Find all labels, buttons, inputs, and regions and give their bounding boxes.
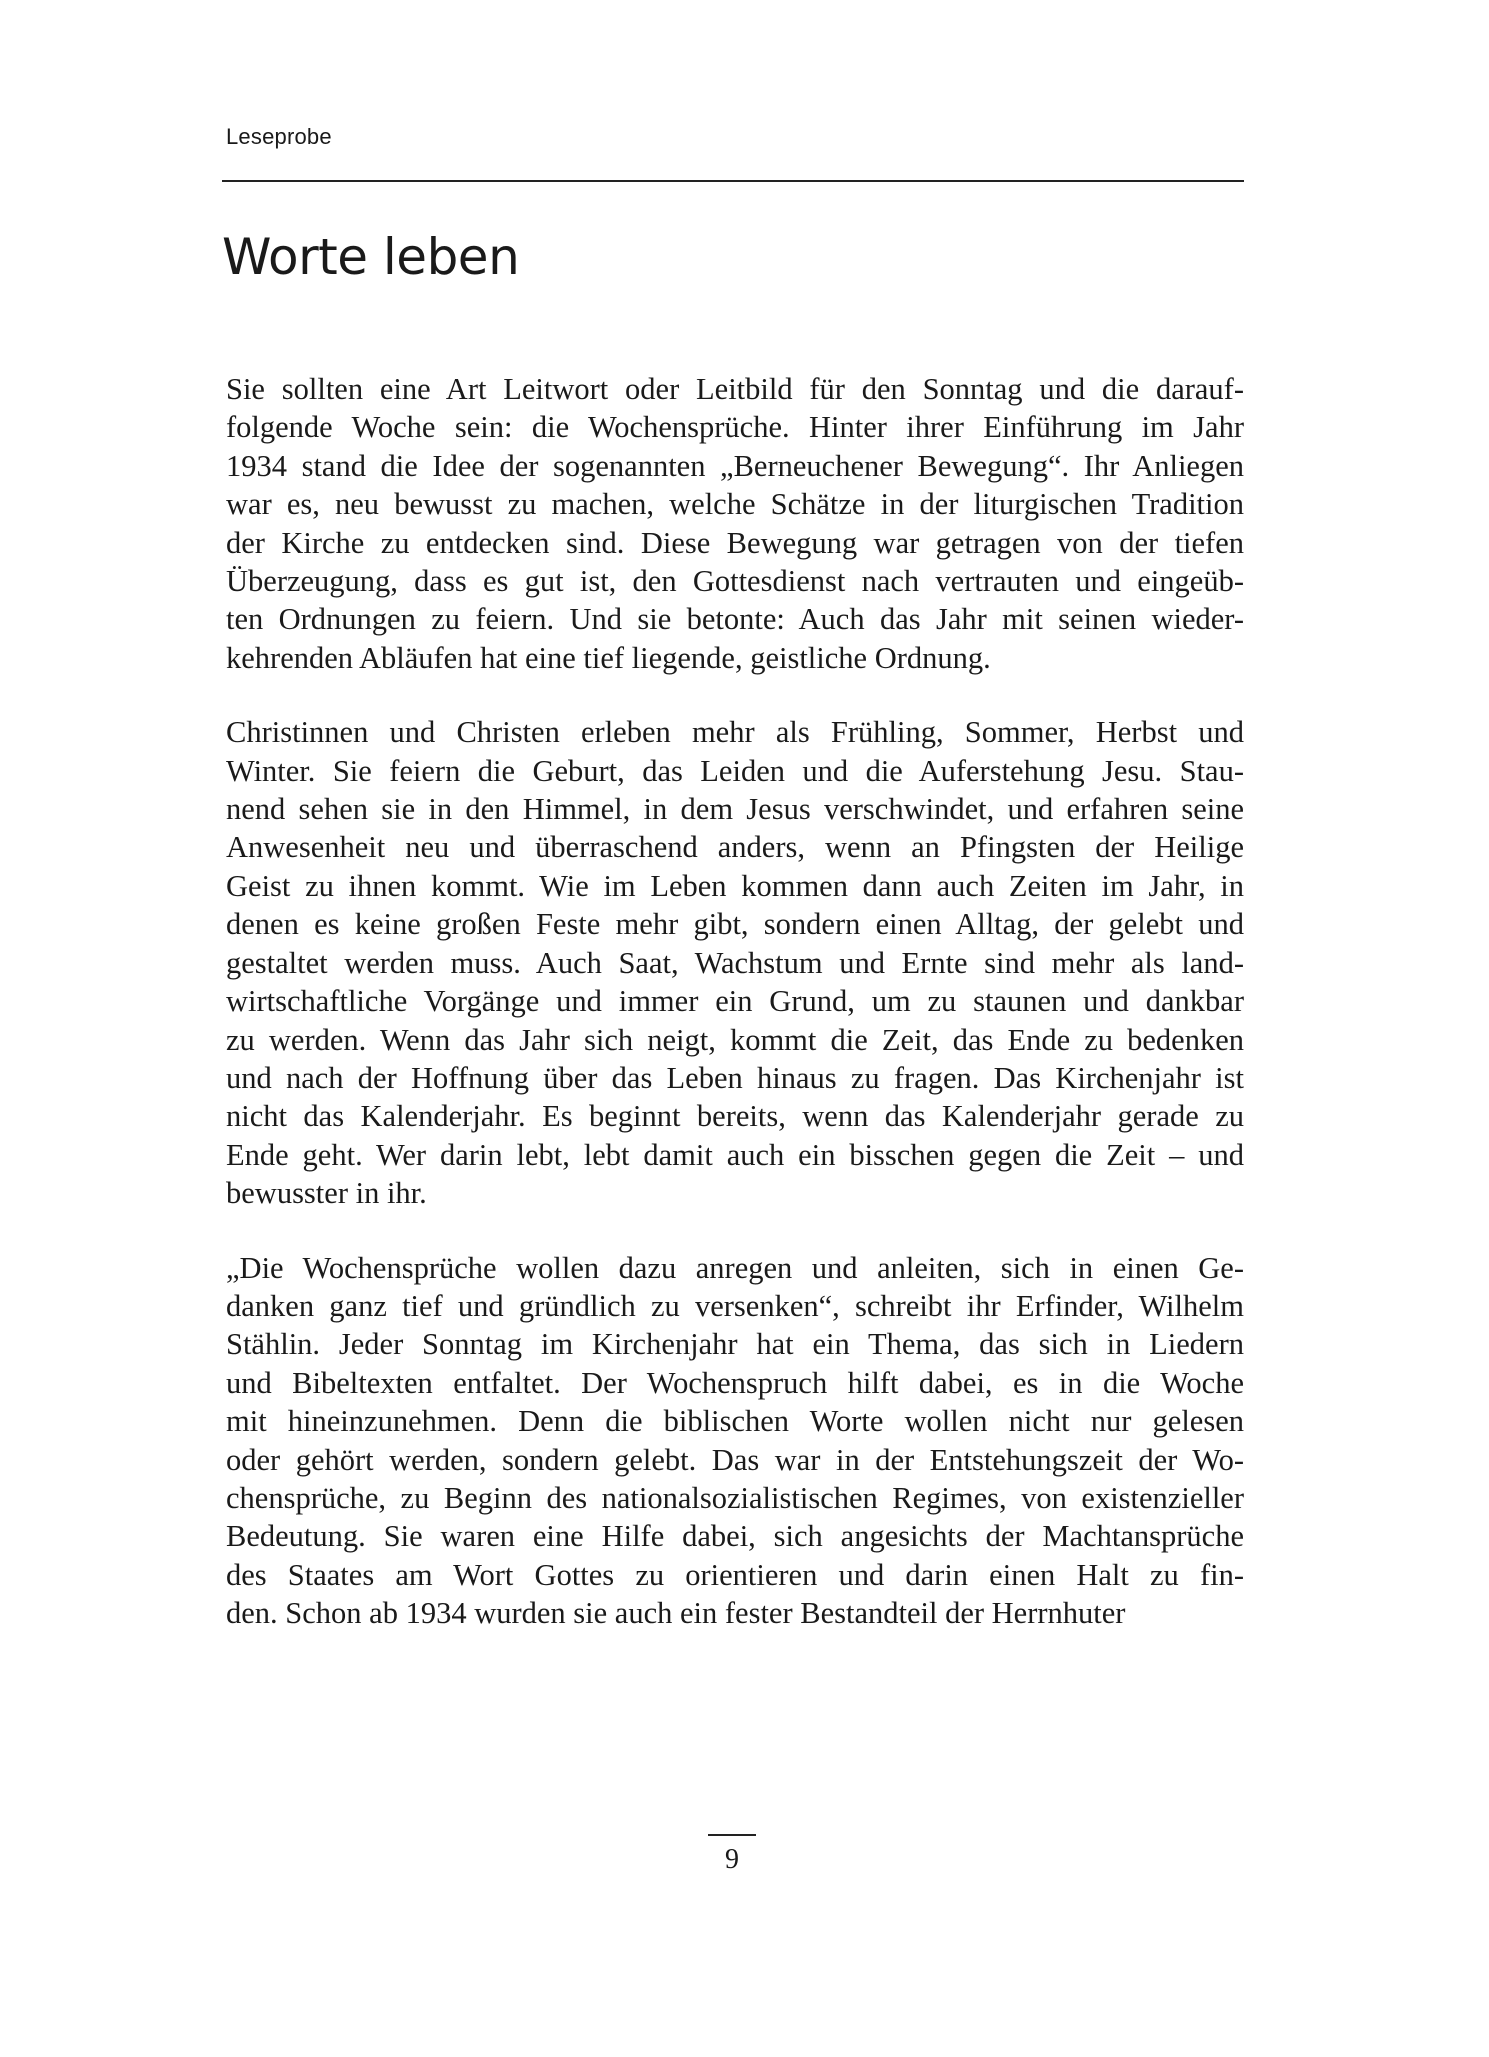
text-line: 1934 stand die Idee der sogenannten „Berneuchener Bewegung“. Ihr Anliegen xyxy=(226,448,1244,483)
body-text xyxy=(226,370,1244,1669)
text-line: folgende Woche sein: die Wochensprüche. Hinter ihrer Einführung im Jahr xyxy=(226,410,1244,445)
text-line: Ende geht. Wer darin lebt, lebt damit auch ein bisschen gegen die Zeit – und xyxy=(226,1137,1244,1172)
text-line: „Die Wochensprüche wollen dazu anregen und anleiten, sich in einen Ge- xyxy=(226,1250,1244,1285)
text-line: kehrenden Abläufen hat eine tief liegende, geistliche Ordnung. xyxy=(226,640,991,675)
text-line: ten Ordnungen zu feiern. Und sie betonte: Auch das Jahr mit seinen wieder- xyxy=(226,602,1244,637)
text-line: Bedeutung. Sie waren eine Hilfe dabei, sich angesichts der Machtansprüche xyxy=(226,1519,1244,1554)
text-line: nicht das Kalenderjahr. Es beginnt bereits, wenn das Kalenderjahr gerade zu xyxy=(226,1099,1244,1134)
folio-divider xyxy=(708,1834,756,1836)
page-number: 9 xyxy=(725,1844,739,1875)
text-line: der Kirche zu entdecken sind. Diese Bewegung war getragen von der tiefen xyxy=(226,525,1244,560)
running-head: Leseprobe xyxy=(226,124,332,149)
text-line: Anwesenheit neu und überraschend anders, wenn an Pfingsten der Heilige xyxy=(226,830,1244,865)
text-line: bewusster in ihr. xyxy=(226,1176,427,1211)
text-line: Überzeugung, dass es gut ist, den Gottesdienst nach vertrauten und eingeüb- xyxy=(226,564,1244,599)
text-line: oder gehört werden, sondern gelebt. Das war in der Entstehungszeit der Wo- xyxy=(226,1442,1244,1477)
text-line: mit hineinzunehmen. Denn die biblischen Worte wollen nicht nur gelesen xyxy=(226,1404,1244,1439)
text-line: Stählin. Jeder Sonntag im Kirchenjahr hat ein Thema, das sich in Liedern xyxy=(226,1327,1244,1362)
text-line: und Bibeltexten entfaltet. Der Wochenspruch hilft dabei, es in die Woche xyxy=(226,1365,1244,1400)
text-line: wirtschaftliche Vorgänge und immer ein Grund, um zu staunen und dankbar xyxy=(226,984,1244,1019)
text-line: Christinnen und Christen erleben mehr als Frühling, Sommer, Herbst und xyxy=(226,715,1244,750)
text-line: danken ganz tief und gründlich zu versenken“, schreibt ihr Erfinder, Wilhelm xyxy=(226,1288,1244,1323)
page-title: Worte leben xyxy=(222,228,520,286)
text-line: des Staates am Wort Gottes zu orientieren und darin einen Halt zu fin- xyxy=(226,1557,1244,1592)
text-line: chensprüche, zu Beginn des nationalsozialistischen Regimes, von existenzieller xyxy=(226,1480,1244,1515)
text-line: war es, neu bewusst zu machen, welche Schätze in der liturgischen Tradition xyxy=(226,487,1244,522)
text-line: denen es keine großen Feste mehr gibt, sondern einen Alltag, der gelebt und xyxy=(226,907,1244,942)
text-line: den. Schon ab 1934 wurden sie auch ein fester Bestandteil der Herrnhuter xyxy=(226,1596,1126,1631)
text-line: Geist zu ihnen kommt. Wie im Leben kommen dann auch Zeiten im Jahr, in xyxy=(226,868,1244,903)
text-line: zu werden. Wenn das Jahr sich neigt, kommt die Zeit, das Ende zu bedenken xyxy=(226,1022,1244,1057)
text-line: Sie sollten eine Art Leitwort oder Leitbild für den Sonntag und die darauf- xyxy=(226,372,1244,406)
text-line: und nach der Hoffnung über das Leben hinaus zu fragen. Das Kirchenjahr ist xyxy=(226,1060,1244,1095)
body-paragraph xyxy=(226,370,1244,677)
header-divider xyxy=(222,180,1244,182)
body-paragraph xyxy=(226,1249,1244,1633)
text-line: nend sehen sie in den Himmel, in dem Jesus verschwindet, und erfahren seine xyxy=(226,792,1244,827)
text-line: gestaltet werden muss. Auch Saat, Wachstum und Ernte sind mehr als land- xyxy=(226,945,1244,980)
body-paragraph xyxy=(226,713,1244,1212)
text-line: Winter. Sie feiern die Geburt, das Leiden und die Auferstehung Jesu. Stau- xyxy=(226,753,1244,788)
